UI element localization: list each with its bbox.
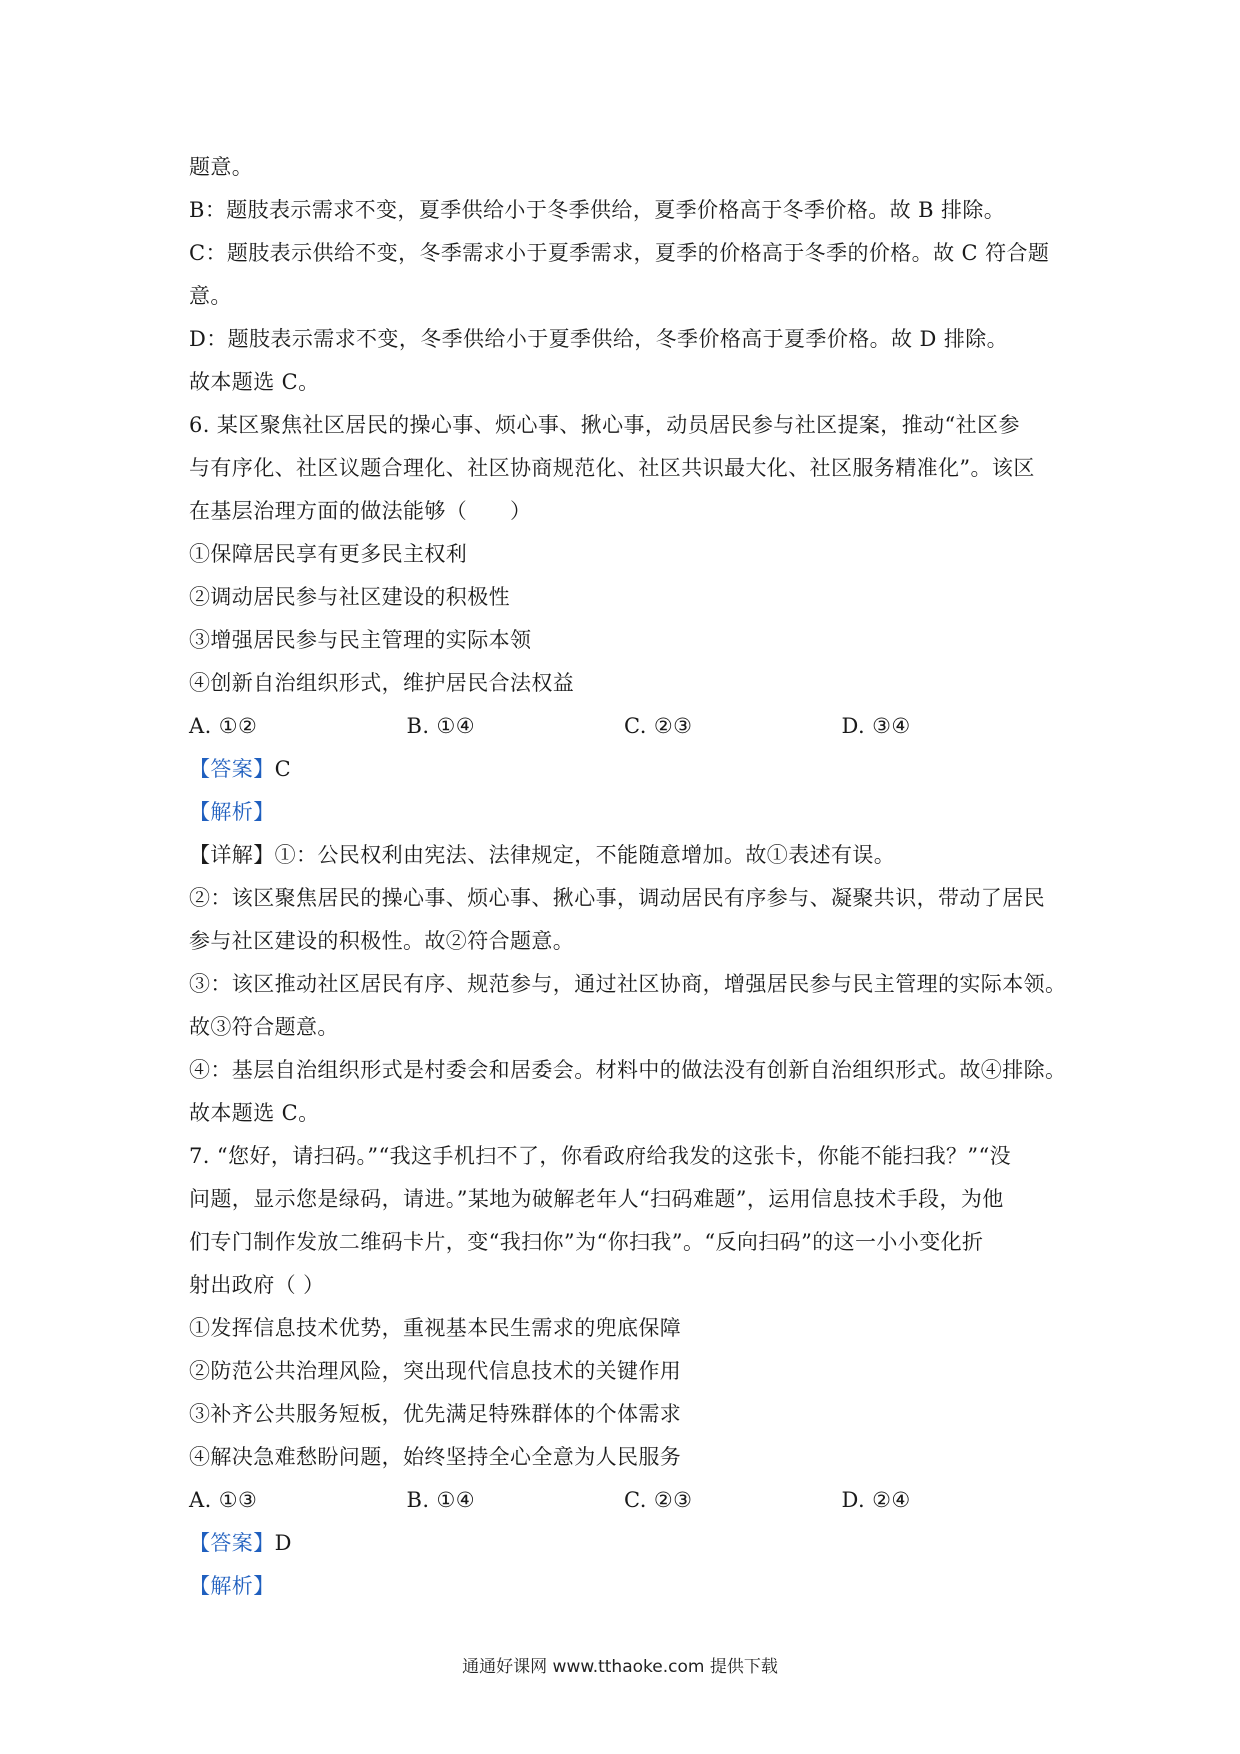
statement-item: ③补齐公共服务短板，优先满足特殊群体的个体需求: [189, 1402, 682, 1426]
answer-options: [189, 1479, 1059, 1522]
option-d: D. ②④: [841, 1488, 911, 1512]
option-b: B. ①④: [406, 714, 475, 738]
question-7: [189, 1135, 1059, 1608]
page-footer: 通通好课网 www.tthaoke.com 提供下载: [462, 1657, 778, 1677]
text-line: 意。: [189, 284, 232, 308]
question-stem-line: 射出政府（ ）: [189, 1273, 325, 1297]
analysis-line: [189, 1565, 1059, 1608]
statement-item: ④解决急难愁盼问题，始终坚持全心全意为人民服务: [189, 1445, 682, 1469]
text-line: C：题肢表示供给不变，冬季需求小于夏季需求，夏季的价格高于冬季的价格。故 C 符合题: [189, 241, 1050, 265]
statement-item: ②调动居民参与社区建设的积极性: [189, 585, 510, 609]
detail-line: ②：该区聚焦居民的操心事、烦心事、揪心事，调动居民有序参与、凝聚共识，带动了居民: [189, 886, 1045, 910]
question-stem-line: 们专门制作发放二维码卡片，变“我扫你”为“你扫我”。“反向扫码”的这一小小变化折: [189, 1230, 984, 1254]
text-line: D：题肢表示需求不变，冬季供给小于夏季供给，冬季价格高于夏季价格。故 D 排除。: [189, 327, 1009, 351]
detail-line: ③：该区推动社区居民有序、规范参与，通过社区协商，增强居民参与民主管理的实际本领。: [189, 972, 1067, 996]
text-line: 题意。: [189, 155, 254, 179]
answer-line: [189, 748, 1059, 791]
question-stem-line: 问题，显示您是绿码，请进。”某地为破解老年人“扫码难题”，运用信息技术手段，为他: [189, 1187, 1004, 1211]
statement-item: ①保障居民享有更多民主权利: [189, 542, 468, 566]
detail-text: ①：公民权利由宪法、法律规定，不能随意增加。故①表述有误。: [274, 843, 896, 867]
answer-tag: 【答案】: [189, 1531, 275, 1555]
text-line: B：题肢表示需求不变，夏季供给小于冬季供给，夏季价格高于冬季价格。故 B 排除。: [189, 198, 1006, 222]
option-a: A. ①②: [189, 714, 258, 738]
option-a: A. ①③: [189, 1488, 258, 1512]
detail-tag: 【详解】: [189, 843, 275, 867]
question-stem-line: 6. 某区聚焦社区居民的操心事、烦心事、揪心事，动员居民参与社区提案，推动“社区参: [189, 413, 1020, 437]
answer-line: [189, 1522, 1059, 1565]
option-c: C. ②③: [624, 714, 693, 738]
statement-item: ①发挥信息技术优势，重视基本民生需求的兜底保障: [189, 1316, 682, 1340]
page-content: [189, 146, 1067, 1608]
detail-line: 故本题选 C。: [189, 1101, 320, 1125]
detail-line: 参与社区建设的积极性。故②符合题意。: [189, 929, 575, 953]
statement-item: ②防范公共治理风险，突出现代信息技术的关键作用: [189, 1359, 682, 1383]
analysis-line: [189, 791, 1059, 834]
detail-line: 故③符合题意。: [189, 1015, 339, 1039]
statement-item: ④创新自治组织形式，维护居民合法权益: [189, 671, 575, 695]
detail-line: ④：基层自治组织形式是村委会和居委会。材料中的做法没有创新自治组织形式。故④排除。: [189, 1058, 1067, 1082]
option-d: D. ③④: [841, 714, 911, 738]
answer-tag: 【答案】: [189, 757, 275, 781]
question-6: [189, 404, 1067, 1135]
question-stem-line: 7. “您好，请扫码。”“我这手机扫不了，你看政府给我发的这张卡，你能不能扫我？”“没: [189, 1144, 1012, 1168]
answer-value: D: [274, 1531, 292, 1555]
analysis-tag: 【解析】: [189, 800, 275, 824]
option-b: B. ①④: [406, 1488, 475, 1512]
option-c: C. ②③: [624, 1488, 693, 1512]
answer-value: C: [274, 757, 292, 781]
question-stem-line: 与有序化、社区议题合理化、社区协商规范化、社区共识最大化、社区服务精准化”。该区: [189, 456, 1035, 480]
analysis-tag: 【解析】: [189, 1574, 275, 1598]
detail-line: [189, 834, 1059, 877]
answer-options: [189, 705, 1059, 748]
text-line: 故本题选 C。: [189, 370, 320, 394]
statement-item: ③增强居民参与民主管理的实际本领: [189, 628, 532, 652]
question-stem-line: 在基层治理方面的做法能够（ ）: [189, 499, 532, 523]
